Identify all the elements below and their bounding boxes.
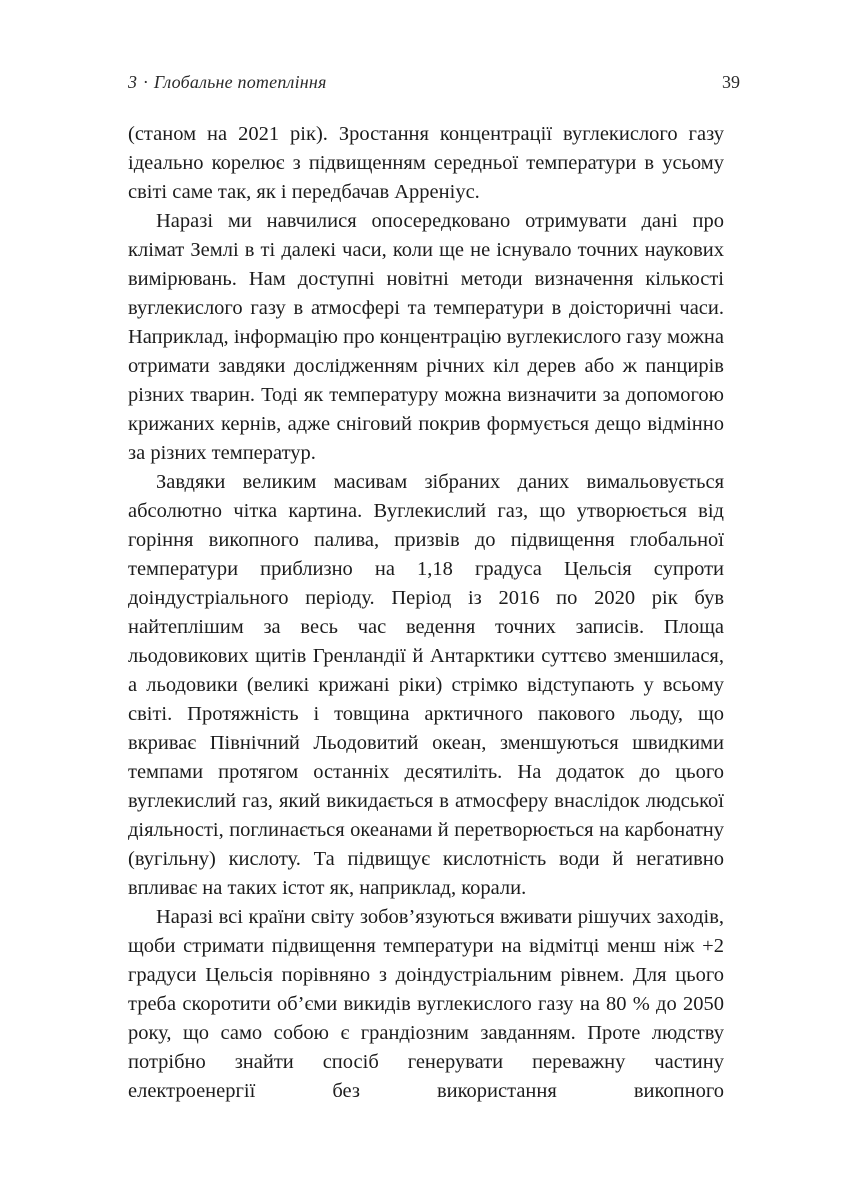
header-separator: · [143, 72, 148, 92]
paragraph-1: (станом на 2021 рік). Зростання концентрації вуглекислого газу ідеально корелює з підвищенням середньої температури в усьому світі саме так, як і передбачав Арреніус. [128, 123, 724, 203]
body-text [128, 120, 724, 1106]
chapter-number: 3 [128, 72, 138, 92]
page-number: 39 [722, 72, 740, 92]
running-head [128, 72, 327, 93]
chapter-title: Глобальне потепління [153, 72, 327, 92]
paragraph-3: Завдяки великим масивам зібраних даних вимальовується абсолютно чітка картина. Вуглекислий газ, що утворюється від горіння викопного палива, призвів до підвищення глобальної температури приблизно на 1,18 градуса Цельсія супроти доіндустріального періоду. Період із 2016 по 2020 рік був найтеплішим за весь час ведення точних записів. Площа льодовикових щитів Гренландії й Антарктики суттєво зменшилася, а льодовики (великі крижані ріки) стрімко відступають у всьому світі. Протяжність і товщина арктичного пакового льоду, що вкриває Північний Льодовитий океан, зменшуються швидкими темпами протягом останніх десятиліть. На додаток до цього вуглекислий газ, який викидається в атмосферу внаслідок людської діяльності, поглинається океанами й перетворюється на карбонатну (вугільну) кислоту. Та підвищує кислотність води й негативно впливає на таких істот як, наприклад, корали. [128, 471, 724, 899]
paragraph-2: Наразі ми навчилися опосередковано отримувати дані про клімат Землі в ті далекі часи, коли ще не існувало точних наукових вимірювань. Нам доступні новітні методи визначення кількості вуглекислого газу в атмосфері та температури в доісторичні часи. Наприклад, інформацію про концентрацію вуглекислого газу можна отримати завдяки дослідженням річних кіл дерев або ж панцирів різних тварин. Тоді як температуру можна визначити за допомогою крижаних кернів, адже сніговий покрив формується дещо відмінно за різних температур. [128, 210, 724, 464]
paragraph-4: Наразі всі країни світу зобов’язуються вживати рішучих заходів, щоби стримати підвищення температури на відмітці менш ніж +2 градуси Цельсія порівняно з доіндустріальним рівнем. Для цього треба скоротити об’єми викидів вуглекислого газу на 80 % до 2050 року, що само собою є грандіозним завданням. Проте людству потрібно знайти спосіб генерувати переважну частину електроенергії без використання викопного [128, 906, 724, 1102]
